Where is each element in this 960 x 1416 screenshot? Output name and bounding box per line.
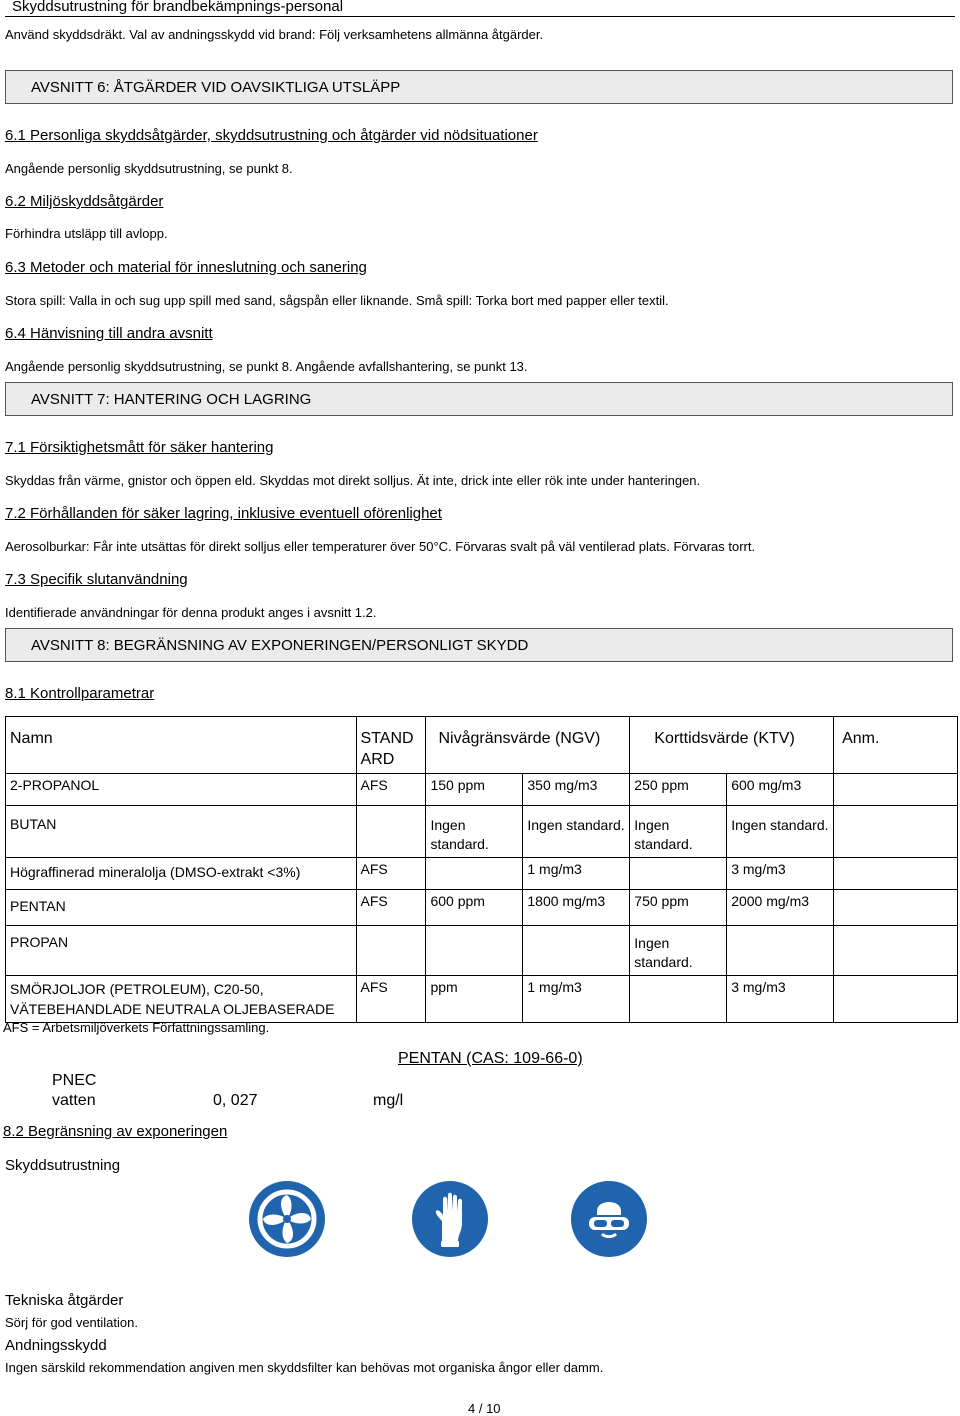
cell: 1800 mg/m3 [523, 890, 630, 926]
cell [523, 926, 630, 976]
heading-6-4: 6.4 Hänvisning till andra avsnitt [5, 325, 213, 342]
cell: AFS [356, 858, 426, 890]
ventilation-icon [249, 1181, 325, 1257]
header-name: Namn [6, 717, 357, 774]
cell: Högraffinerad mineralolja (DMSO-extrakt <3%) [6, 858, 357, 890]
text-6-1: Angående personlig skyddsutrustning, se punkt 8. [5, 161, 293, 176]
header-ngv: Nivågränsvärde (NGV) [426, 717, 630, 774]
gloves-icon [412, 1181, 488, 1257]
heading-8-2: 8.2 Begränsning av exponeringen [3, 1123, 228, 1140]
cell: 750 ppm [630, 890, 727, 926]
header-anm: Anm. [834, 717, 958, 774]
cell [630, 858, 727, 890]
tech-text: Sörj för god ventilation. [5, 1315, 138, 1330]
cell [834, 890, 958, 926]
text-7-3: Identifierade användningar för denna produkt anges i avsnitt 1.2. [5, 605, 377, 620]
cell: Ingen standard. [727, 806, 834, 858]
cell [727, 926, 834, 976]
cell: PENTAN [6, 890, 357, 926]
cell [834, 858, 958, 890]
text-7-2: Aerosolburkar: Får inte utsättas för direkt solljus eller temperaturer över 50°C. Förvaras svalt på väl ventilerad plats. Förvaras torrt. [5, 539, 756, 554]
tech-heading: Tekniska åtgärder [5, 1292, 124, 1309]
cell: AFS [356, 890, 426, 926]
cell [356, 926, 426, 976]
section-6-title: AVSNITT 6: ÅTGÄRDER VID OAVSIKTLIGA UTSLÄPP [5, 70, 953, 104]
text-7-1: Skyddas från värme, gnistor och öppen eld. Skyddas mot direkt solljus. Ät inte, drick inte eller rök inte under hanteringen. [5, 473, 701, 488]
heading-7-1: 7.1 Försiktighetsmått för säker hantering [5, 439, 274, 456]
cell: 150 ppm [426, 774, 523, 806]
pnec-unit: mg/l [373, 1092, 404, 1109]
heading-6-3: 6.3 Metoder och material för inneslutning och sanering [5, 259, 367, 276]
resp-heading: Andningsskydd [5, 1337, 107, 1354]
cell: 600 mg/m3 [727, 774, 834, 806]
heading-7-3: 7.3 Specifik slutanvändning [5, 571, 188, 588]
cell: Ingen standard. [523, 806, 630, 858]
text-6-2: Förhindra utsläpp till avlopp. [5, 226, 168, 241]
table-row [6, 858, 958, 890]
section-8-title: AVSNITT 8: BEGRÄNSNING AV EXPONERINGEN/PERSONLIGT SKYDD [5, 628, 953, 662]
goggles-icon [571, 1181, 647, 1257]
cell: AFS [356, 774, 426, 806]
table-row [6, 926, 958, 976]
cell: Ingen standard. [630, 806, 727, 858]
header-standard: STANDARD [356, 717, 426, 774]
exposure-limits-table [5, 716, 958, 1023]
cell: 600 ppm [426, 890, 523, 926]
cell: Ingen standard. [630, 926, 727, 976]
pnec-medium: vatten [52, 1092, 96, 1109]
cell [426, 926, 523, 976]
section-7-title: AVSNITT 7: HANTERING OCH LAGRING [5, 382, 953, 416]
cell: 1 mg/m3 [523, 976, 630, 1023]
cell: ppm [426, 976, 523, 1023]
cell: 3 mg/m3 [727, 858, 834, 890]
heading-7-2: 7.2 Förhållanden för säker lagring, inklusive eventuell oförenlighet [5, 505, 442, 522]
table-row [6, 976, 958, 1023]
pnec-label: PNEC [52, 1072, 97, 1089]
ppe-firefighter-heading: Skyddsutrustning för brandbekämpnings-personal [12, 0, 344, 15]
ppe-heading: Skyddsutrustning [5, 1157, 121, 1174]
cell: 250 ppm [630, 774, 727, 806]
text-6-3: Stora spill: Valla in och sug upp spill med sand, sågspån eller liknande. Små spill: Torka bort med papper eller textil. [5, 293, 669, 308]
cell [834, 926, 958, 976]
cell: 2000 mg/m3 [727, 890, 834, 926]
heading-6-2: 6.2 Miljöskyddsåtgärder [5, 193, 164, 210]
cell: 2-PROPANOL [6, 774, 357, 806]
cell: AFS [356, 976, 426, 1023]
afs-note: AFS = Arbetsmiljöverkets Författningssamling. [3, 1020, 270, 1035]
cell: Ingen standard. [426, 806, 523, 858]
cell: 3 mg/m3 [727, 976, 834, 1023]
text-6-4: Angående personlig skyddsutrustning, se punkt 8. Angående avfallshantering, se punkt 13. [5, 359, 528, 374]
cell [834, 806, 958, 858]
cell [834, 774, 958, 806]
table-row [6, 806, 958, 858]
resp-text: Ingen särskild rekommendation angiven men skyddsfilter kan behövas mot organiska ångor eller damm. [5, 1360, 604, 1375]
cell: 350 mg/m3 [523, 774, 630, 806]
pnec-value: 0, 027 [213, 1092, 258, 1109]
cell: 1 mg/m3 [523, 858, 630, 890]
table-row [6, 774, 958, 806]
cell [426, 858, 523, 890]
cell [630, 976, 727, 1023]
cell: PROPAN [6, 926, 357, 976]
cell: BUTAN [6, 806, 357, 858]
heading-6-1: 6.1 Personliga skyddsåtgärder, skyddsutrustning och åtgärder vid nödsituationer [5, 127, 538, 144]
cell [356, 806, 426, 858]
page-number: 4 / 10 [468, 1401, 501, 1416]
ppe-firefighter-text: Använd skyddsdräkt. Val av andningsskydd vid brand: Följ verksamhetens allmänna åtgärder. [5, 27, 544, 42]
heading-8-1: 8.1 Kontrollparametrar [5, 685, 155, 702]
cell [834, 976, 958, 1023]
pnec-substance: PENTAN (CAS: 109-66-0) [398, 1050, 583, 1067]
cell: SMÖRJOLJOR (PETROLEUM), C20-50, VÄTEBEHANDLADE NEUTRALA OLJEBASERADE [6, 976, 357, 1023]
divider [5, 16, 955, 17]
table-row [6, 890, 958, 926]
table-header-row [6, 717, 958, 774]
header-ktv: Korttidsvärde (KTV) [630, 717, 834, 774]
